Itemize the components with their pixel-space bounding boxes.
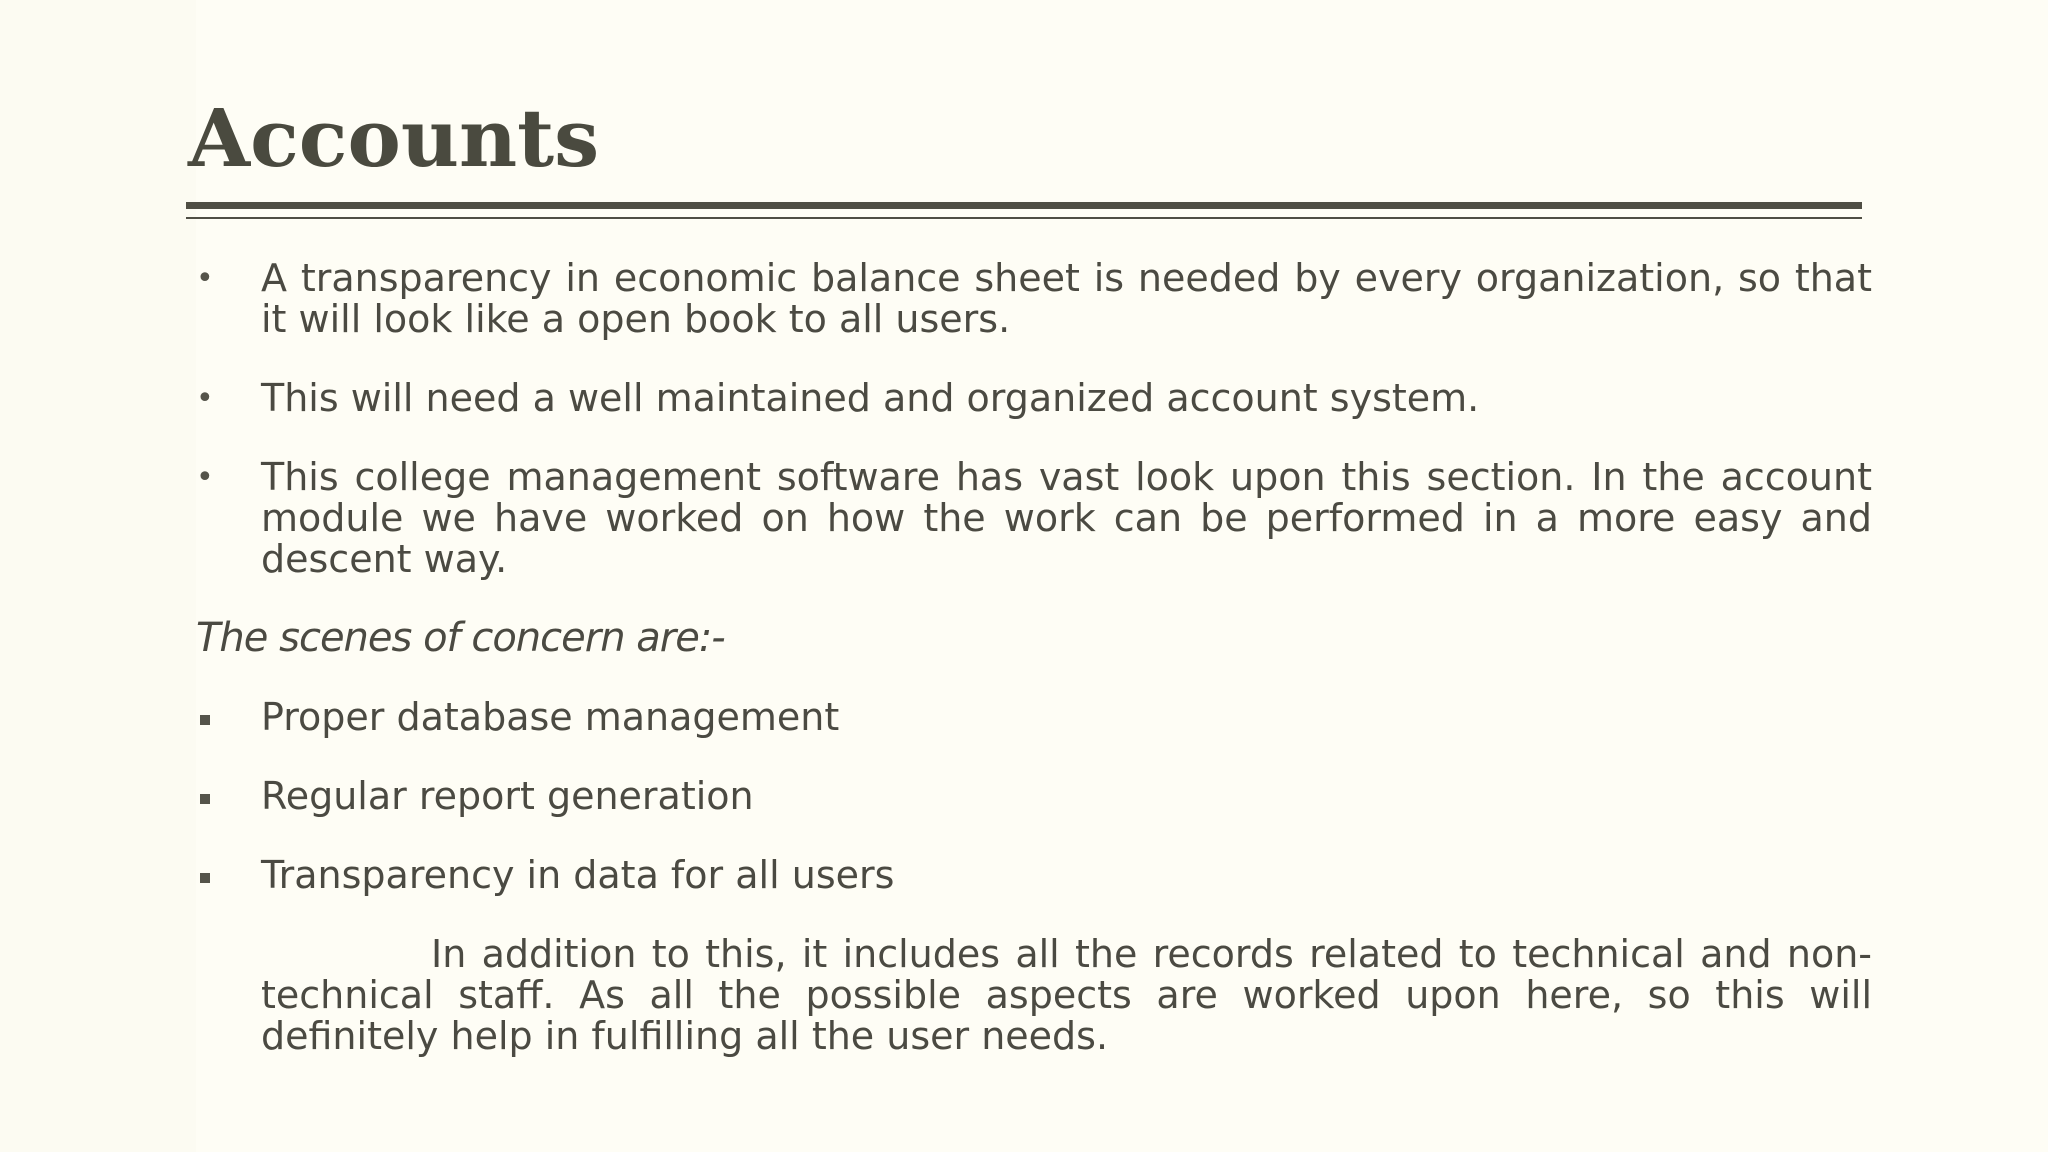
square-bullet-icon: [200, 794, 210, 804]
round-bullet-icon: •: [196, 460, 214, 495]
concern-item: [196, 855, 1872, 896]
bullet-item: [196, 258, 1872, 340]
round-bullet-icon: •: [196, 381, 214, 416]
bullet-item: [196, 457, 1872, 580]
closing-paragraph: In addition to this, it includes all the records related to technical and non-technical staff. As all the possible aspects are worked upon here, so this will definitely help in fulfilling all the user needs.: [261, 932, 1872, 1058]
concern-text: Proper database management: [261, 695, 840, 739]
title-rule-thin: [186, 217, 1862, 219]
title-rule-thick: [186, 202, 1862, 209]
square-bullet-icon: [200, 715, 210, 725]
concern-item: [196, 776, 1872, 817]
square-bullet-icon: [200, 873, 210, 883]
left-band: [0, 0, 196, 1152]
round-bullet-icon: •: [196, 261, 214, 296]
bullet-text: A transparency in economic balance sheet is needed by every organization, so that it will look like a open book to all users.: [261, 256, 1872, 341]
concern-item: [196, 697, 1872, 738]
concern-text: Transparency in data for all users: [261, 853, 895, 897]
slide-content: [196, 258, 1872, 1057]
slide-title: Accounts: [188, 91, 600, 185]
bullet-text: This college management software has vast look upon this section. In the account module we have worked on how the work can be performed in a more easy and descent way.: [261, 455, 1872, 581]
concern-text: Regular report generation: [261, 774, 754, 818]
bullet-text: This will need a well maintained and organized account system.: [261, 376, 1480, 420]
bullet-item: [196, 378, 1872, 419]
concerns-subheading: The scenes of concern are:-: [196, 615, 725, 661]
